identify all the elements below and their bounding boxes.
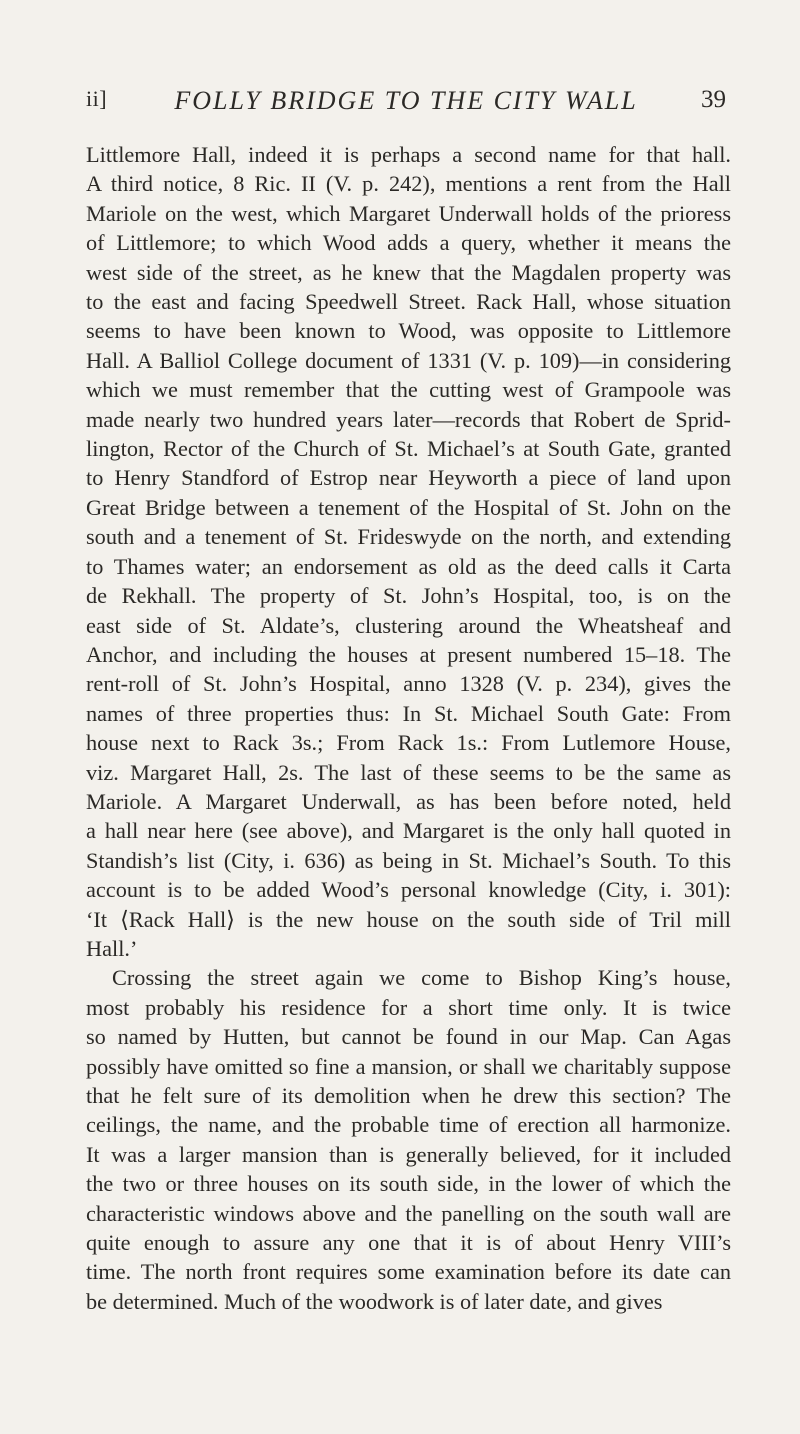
text-line: rent-roll of St. John’s Hospital, anno 1328 (V. p. 234), gives the (86, 671, 731, 697)
text-line: time. The north front requires some examination before its date can (86, 1259, 731, 1285)
page-number: 39 (701, 86, 726, 113)
text-line: Crossing the street again we come to Bishop King’s house, (112, 965, 731, 991)
text-line: names of three properties thus: In St. Michael South Gate: From (86, 700, 731, 726)
text-line: Mariole. A Margaret Underwall, as has been before noted, held (86, 788, 731, 814)
text-line: ceilings, the name, and the probable time of erection all harmonize. (86, 1112, 731, 1138)
text-line: characteristic windows above and the panelling on the south wall are (86, 1200, 731, 1226)
text-line: Anchor, and including the houses at present numbered 15–18. The (86, 641, 731, 667)
text-line: the two or three houses on its south side, in the lower of which the (86, 1171, 731, 1197)
text-line: of Littlemore; to which Wood adds a query, whether it means the (86, 230, 731, 256)
text-line: so named by Hutten, but cannot be found in our Map. Can Agas (86, 1024, 731, 1050)
text-line: Littlemore Hall, indeed it is perhaps a second name for that hall. (86, 142, 731, 167)
text-line: quite enough to assure any one that it is of about Henry VIII’s (86, 1230, 731, 1256)
text-line: which we must remember that the cutting west of Grampoole was (86, 377, 731, 403)
text-line: account is to be added Wood’s personal knowledge (City, i. 301): (86, 877, 731, 903)
text-line: a hall near here (see above), and Margaret is the only hall quoted in (86, 818, 731, 844)
text-line: Hall.’ (86, 935, 138, 961)
text-line: most probably his residence for a short time only. It is twice (86, 994, 731, 1020)
text-line: west side of the street, as he knew that the Magdalen property was (86, 259, 731, 285)
text-line: that he felt sure of its demolition when he drew this section? The (86, 1083, 731, 1108)
text-line: made nearly two hundred years later—records that Robert de Sprid- (86, 406, 731, 432)
text-line: Hall. A Balliol College document of 1331 (V. p. 109)—in considering (86, 347, 731, 373)
chapter-number: ii] (86, 86, 108, 111)
text-line: possibly have omitted so fine a mansion, or shall we charitably suppose (86, 1053, 731, 1079)
text-line: de Rekhall. The property of St. John’s Hospital, too, is on the (86, 583, 731, 609)
text-line: south and a tenement of St. Frideswyde on the north, and extending (86, 524, 731, 550)
text-line: ‘It ⟨Rack Hall⟩ is the new house on the south side of Tril mill (86, 906, 731, 932)
text-line: to Thames water; an endorsement as old as the deed calls it Carta (86, 553, 731, 579)
text-line: viz. Margaret Hall, 2s. The last of these seems to be the same as (86, 759, 731, 785)
text-line: house next to Rack 3s.; From Rack 1s.: From Lutlemore House, (86, 730, 731, 756)
text-line: to Henry Standford of Estrop near Heyworth a piece of land upon (86, 465, 731, 491)
text-line: lington, Rector of the Church of St. Michael’s at South Gate, granted (86, 436, 731, 462)
running-head (86, 86, 726, 122)
paragraph-2 (86, 963, 731, 1316)
text-line: Mariole on the west, which Margaret Underwall holds of the prioress (86, 200, 731, 226)
text-line: seems to have been known to Wood, was opposite to Littlemore (86, 318, 731, 344)
text-line: Great Bridge between a tenement of the Hospital of St. John on the (86, 494, 731, 520)
text-line: Standish’s list (City, i. 636) as being in St. Michael’s South. To this (86, 847, 731, 873)
text-line: be determined. Much of the woodwork is of later date, and gives (86, 1288, 663, 1314)
paragraph-1 (86, 140, 731, 963)
chapter-title: FOLLY BRIDGE TO THE CITY WALL (174, 86, 638, 115)
text-line: to the east and facing Speedwell Street. Rack Hall, whose situation (86, 289, 731, 315)
body-text (86, 140, 731, 1316)
text-line: east side of St. Aldate’s, clustering around the Wheatsheaf and (86, 612, 731, 638)
text-line: It was a larger mansion than is generally believed, for it included (86, 1141, 731, 1167)
text-line: A third notice, 8 Ric. II (V. p. 242), mentions a rent from the Hall (86, 171, 731, 197)
